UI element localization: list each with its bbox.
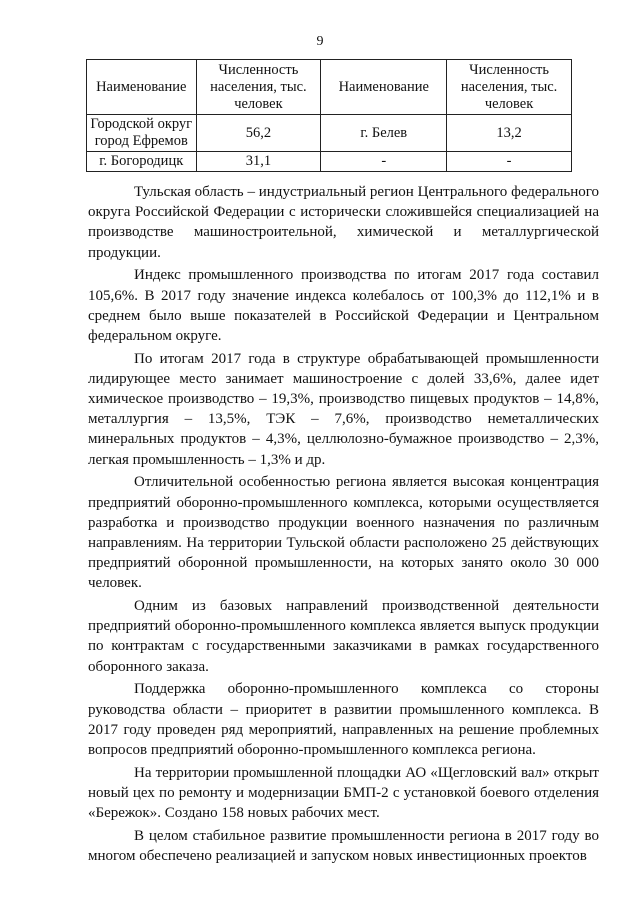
header-population-1: Численность населения, тыс. человек [196, 60, 321, 115]
page-number: 9 [316, 34, 324, 49]
table-cell: 13,2 [447, 115, 572, 152]
header-population-2: Численность населения, тыс. человек [447, 60, 572, 115]
table-header-row [87, 60, 572, 115]
paragraph-industrial-region: Тульская область – индустриальный регион Центрального федерального округа Российской Федерации с исторически сложившейся специализацией на производстве машиностроительной, химической и металлургической продукции. [88, 184, 599, 261]
paragraph-state-defense-order: Одним из базовых направлений производственной деятельности предприятий оборонно-промышленного комплекса является выпуск продукции по контрактам с государственными заказчиками в рамках государственного оборонного заказа. [88, 598, 599, 675]
table-row [87, 152, 572, 172]
table-cell: - [321, 152, 447, 172]
header-name-2: Наименование [321, 60, 447, 115]
table-row [87, 115, 572, 152]
table-cell: Городской округ город Ефремов [87, 115, 197, 152]
paragraph-investment-projects: В целом стабильное развитие промышленности региона в 2017 году во многом обеспечено реализацией и запуском новых инвестиционных проектов [88, 827, 599, 864]
table-cell: 31,1 [196, 152, 321, 172]
table-cell: г. Белев [321, 115, 447, 152]
body-text [88, 182, 599, 869]
header-name-1: Наименование [87, 60, 197, 115]
paragraph-new-workshop: На территории промышленной площадки АО «Щегловский вал» открыт новый цех по ремонту и модернизации БМП-2 с установкой боевого отделения «Бережок». Создано 158 новых рабочих мест. [88, 764, 599, 822]
table-cell: г. Богородицк [87, 152, 197, 172]
paragraph-production-index: Индекс промышленного производства по итогам 2017 года составил 105,6%. В 2017 году значение индекса колебалось от 100,3% до 112,1% и в среднем было выше показателей в Российской Федерации и Центральном федеральном округе. [88, 267, 599, 344]
paragraph-government-support: Поддержка оборонно-промышленного комплекса со стороны руководства области – приоритет в развитии промышленного комплекса. В 2017 году проведен ряд мероприятий, направленных на решение проблемных вопросов предприятий оборонно-промышленного комплекса региона. [88, 681, 599, 758]
population-table [86, 59, 572, 172]
table-cell: 56,2 [196, 115, 321, 152]
paragraph-defense-concentration: Отличительной особенностью региона является высокая концентрация предприятий оборонно-промышленного комплекса, которыми осуществляется разработка и производство продукции военного назначения по различным направлениям. На территории Тульской области расположено 25 действующих предприятий оборонной промышленности, на которых занято около 30 000 человек. [88, 474, 599, 592]
table-cell: - [447, 152, 572, 172]
paragraph-industry-structure: По итогам 2017 года в структуре обрабатывающей промышленности лидирующее место занимает машиностроение с долей 33,6%, далее идет химическое производство – 19,3%, производство пищевых продуктов – 14,8%, металлургия – 13,5%, ТЭК – 7,6%, производство неметаллических минеральных продуктов – 4,3%, целлюлозно-бумажное производство – 2,3%, легкая промышленность – 1,3% и др. [88, 350, 599, 468]
